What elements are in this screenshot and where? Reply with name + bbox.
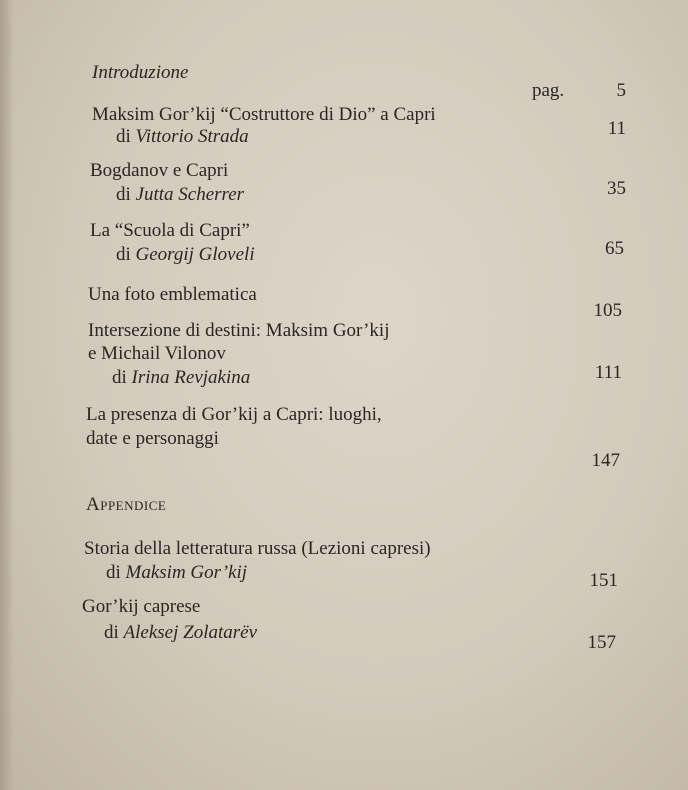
intro-title: Introduzione: [92, 62, 189, 83]
entry-1-by: di: [116, 126, 131, 147]
intro-page: 5: [616, 80, 626, 101]
entry-3-page: 65: [605, 238, 624, 259]
entry-3-by: di: [116, 244, 131, 265]
entry-6-title-line2: date e personaggi: [86, 428, 219, 449]
appendix-1-by: di: [106, 562, 121, 583]
entry-1-title: Maksim Gor’kij “Costruttore di Dio” a Capri: [92, 104, 436, 125]
entry-1-byline: [116, 126, 249, 148]
entry-2-author: Jutta Scherrer: [135, 184, 245, 205]
entry-3-byline: [116, 244, 255, 266]
entry-4-title: Una foto emblematica: [88, 284, 257, 305]
entry-2-title: Bogdanov e Capri: [90, 160, 229, 181]
entry-2-page: 35: [607, 178, 626, 199]
appendix-2-page: 157: [587, 632, 616, 653]
entry-5-title-line1: Intersezione di destini: Maksim Gor’kij: [88, 320, 390, 341]
entry-4-page: 105: [593, 300, 622, 321]
entry-5-by: di: [112, 367, 127, 388]
entry-5-title-line2: e Michail Vilonov: [88, 343, 226, 364]
entry-1-author: Vittorio Strada: [135, 126, 249, 147]
appendix-2-author: Aleksej Zolatarëv: [123, 622, 258, 643]
entry-2-byline: [116, 184, 244, 206]
entry-2-by: di: [116, 184, 131, 205]
pag-label: pag.: [532, 80, 565, 101]
appendix-1-byline: [106, 562, 247, 584]
entry-3-title: La “Scuola di Capri”: [90, 220, 250, 241]
entry-5-author: Irina Revjakina: [131, 367, 251, 388]
appendix-1-title: Storia della letteratura russa (Lezioni capresi): [84, 538, 431, 559]
entry-3-author: Georgij Gloveli: [135, 244, 255, 265]
appendix-2-by: di: [104, 622, 119, 643]
entry-5-page: 111: [594, 362, 622, 383]
appendix-1-author: Maksim Gor’kij: [125, 562, 248, 583]
entry-5-byline: [112, 367, 250, 389]
appendix-1-page: 151: [589, 570, 618, 591]
appendice-heading: Appendice: [86, 494, 167, 515]
appendix-2-title: Gor’kij caprese: [82, 596, 201, 617]
appendix-2-byline: [104, 622, 257, 644]
entry-6-page: 147: [591, 450, 620, 471]
entry-6-title-line1: La presenza di Gor’kij a Capri: luoghi,: [86, 404, 382, 425]
entry-1-page: 11: [607, 118, 626, 139]
